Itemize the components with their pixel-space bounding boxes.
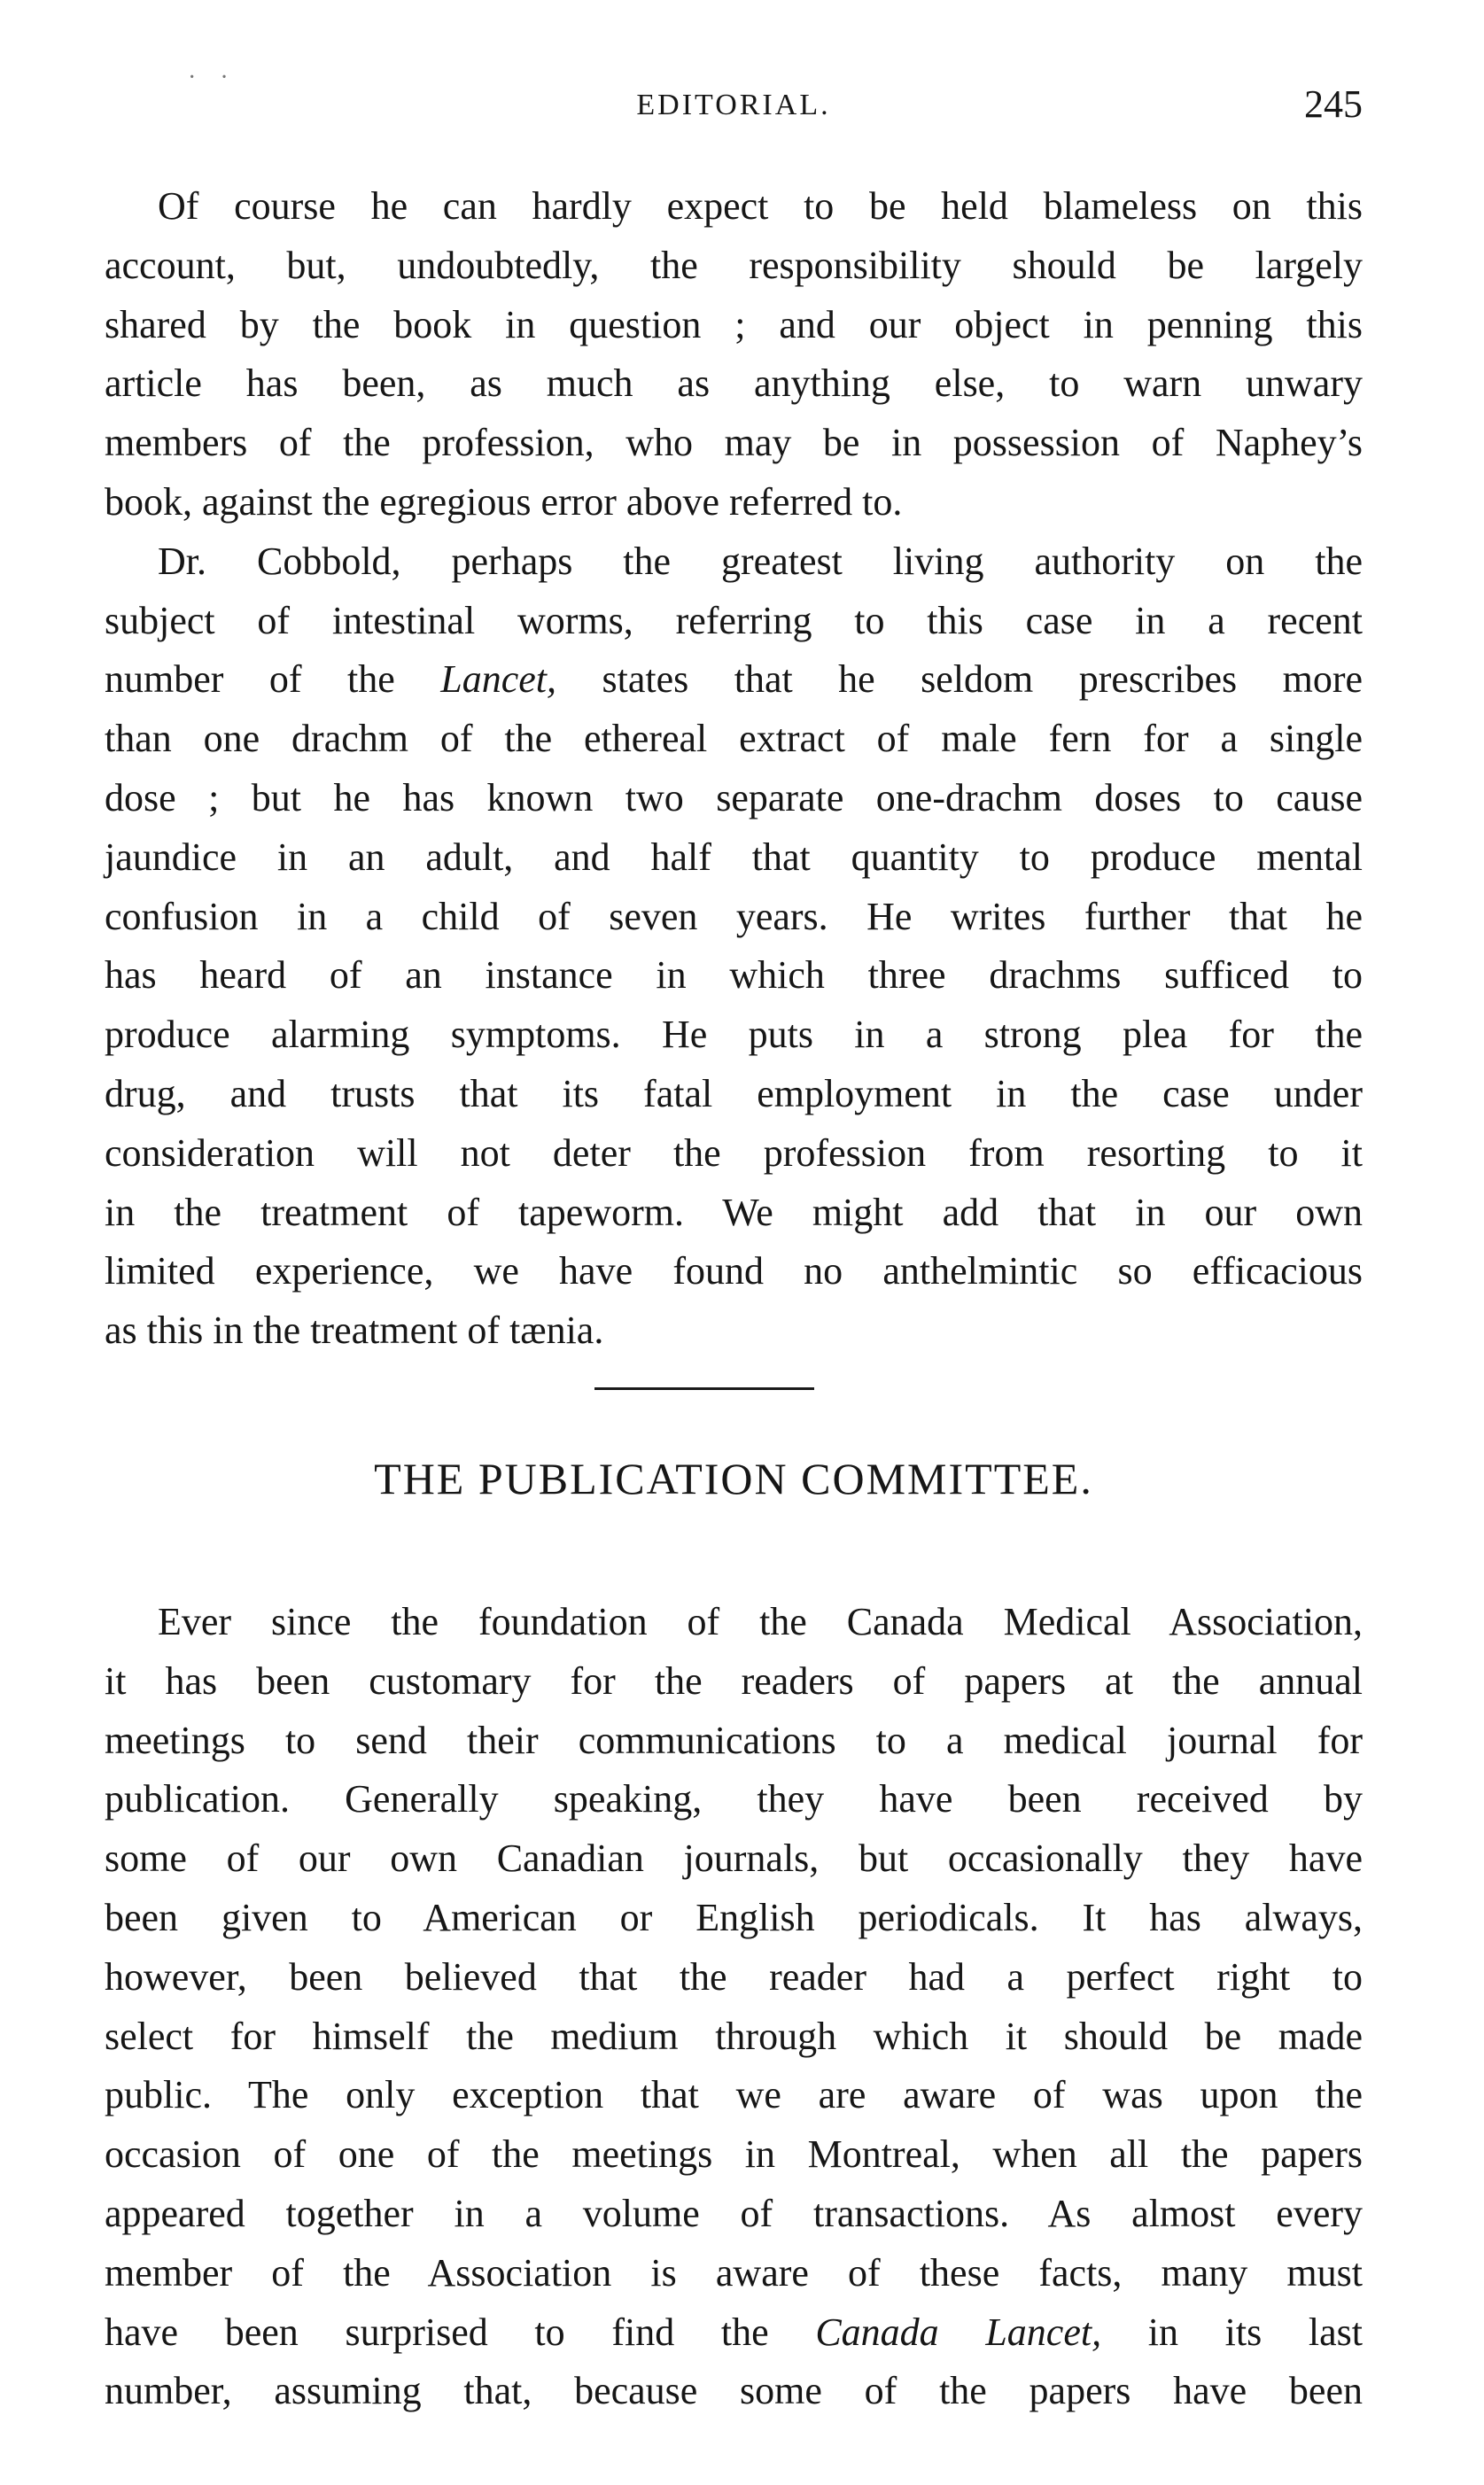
text-line: limited experience, we have found no anthelmintic so efficacious — [105, 1249, 1363, 1293]
paragraph-cobbold — [105, 532, 1363, 1361]
text-line: than one drachm of the ethereal extract of male fern for a single — [105, 717, 1363, 761]
text-line: Dr. Cobbold, perhaps the greatest living authority on the — [158, 539, 1363, 583]
text-line: public. The only exception that we are aware of was upon the — [105, 2073, 1363, 2117]
text-line: Ever since the foundation of the Canada Medical Association, — [158, 1600, 1363, 1643]
text-line-canada-lancet — [105, 2303, 1363, 2363]
text-line: meetings to send their communications to a medical journal for — [105, 1718, 1363, 1762]
text-line: occasion of one of the meetings in Montreal, when all the papers — [105, 2132, 1363, 2177]
text-line: has heard of an instance in which three drachms sufficed to — [105, 953, 1363, 998]
text-line: in the treatment of tapeworm. We might add that in our own — [105, 1190, 1363, 1234]
text-fragment: have been surprised to find the — [105, 2310, 816, 2354]
text-fragment: states that he seldom prescribes more — [556, 657, 1364, 702]
text-line: publication. Generally speaking, they have been received by — [105, 1777, 1363, 1821]
paragraph-naphey — [105, 177, 1363, 532]
text-fragment: number of the — [105, 657, 441, 702]
page-number: 245 — [1304, 82, 1363, 126]
running-head — [105, 82, 1363, 135]
text-line: member of the Association is aware of these facts, many must — [105, 2250, 1363, 2295]
text-line: number, assuming that, because some of the papers have been — [105, 2369, 1363, 2413]
scan-specks: · · — [188, 64, 237, 91]
text-line: some of our own Canadian journals, but occasionally they have — [105, 1837, 1363, 1881]
text-line: however, been believed that the reader had a perfect right to — [105, 1954, 1363, 1999]
text-line: select for himself the medium through which it should be made — [105, 2014, 1363, 2058]
editorial-body-lower — [105, 1593, 1363, 2421]
text-fragment: in its last — [1101, 2310, 1364, 2354]
journal-title-canada-lancet: Canada Lancet, — [815, 2310, 1102, 2354]
text-line: it has been customary for the readers of papers at the annual — [105, 1658, 1363, 1703]
text-line: Of course he can hardly expect to be held blameless on this — [158, 184, 1363, 228]
running-title: EDITORIAL. — [636, 89, 831, 121]
text-line: shared by the book in question ; and our object in penning this — [105, 302, 1363, 346]
text-line: drug, and trusts that its fatal employment in the case under — [105, 1071, 1363, 1115]
text-line: account, but, undoubtedly, the responsibility should be largely — [105, 243, 1363, 287]
text-line: members of the profession, who may be in possession of Naphey’s — [105, 421, 1363, 465]
text-line: been given to American or English periodicals. It has always, — [105, 1895, 1363, 1939]
text-line: subject of intestinal worms, referring to this case in a recent — [105, 598, 1363, 642]
text-line: dose ; but he has known two separate one-drachm doses to cause — [105, 775, 1363, 819]
journal-title-lancet: Lancet, — [440, 657, 557, 702]
text-line-lancet — [105, 650, 1363, 710]
text-line: book, against the egregious error above referred to. — [105, 479, 903, 524]
paragraph-publication-committee — [105, 1593, 1363, 2421]
text-line: as this in the treatment of tænia. — [105, 1309, 604, 1353]
editorial-body-upper — [105, 177, 1363, 1361]
text-line: consideration will not deter the profession from resorting to it — [105, 1130, 1363, 1175]
text-line: confusion in a child of seven years. He writes further that he — [105, 894, 1363, 938]
section-title: THE PUBLICATION COMMITTEE. — [374, 1454, 1093, 1503]
section-divider — [594, 1387, 814, 1390]
text-line: produce alarming symptoms. He puts in a strong plea for the — [105, 1013, 1363, 1057]
text-line: appeared together in a volume of transactions. As almost every — [105, 2191, 1363, 2235]
text-line: article has been, as much as anything else, to warn unwary — [105, 361, 1363, 406]
text-line: jaundice in an adult, and half that quantity to produce mental — [105, 835, 1363, 879]
